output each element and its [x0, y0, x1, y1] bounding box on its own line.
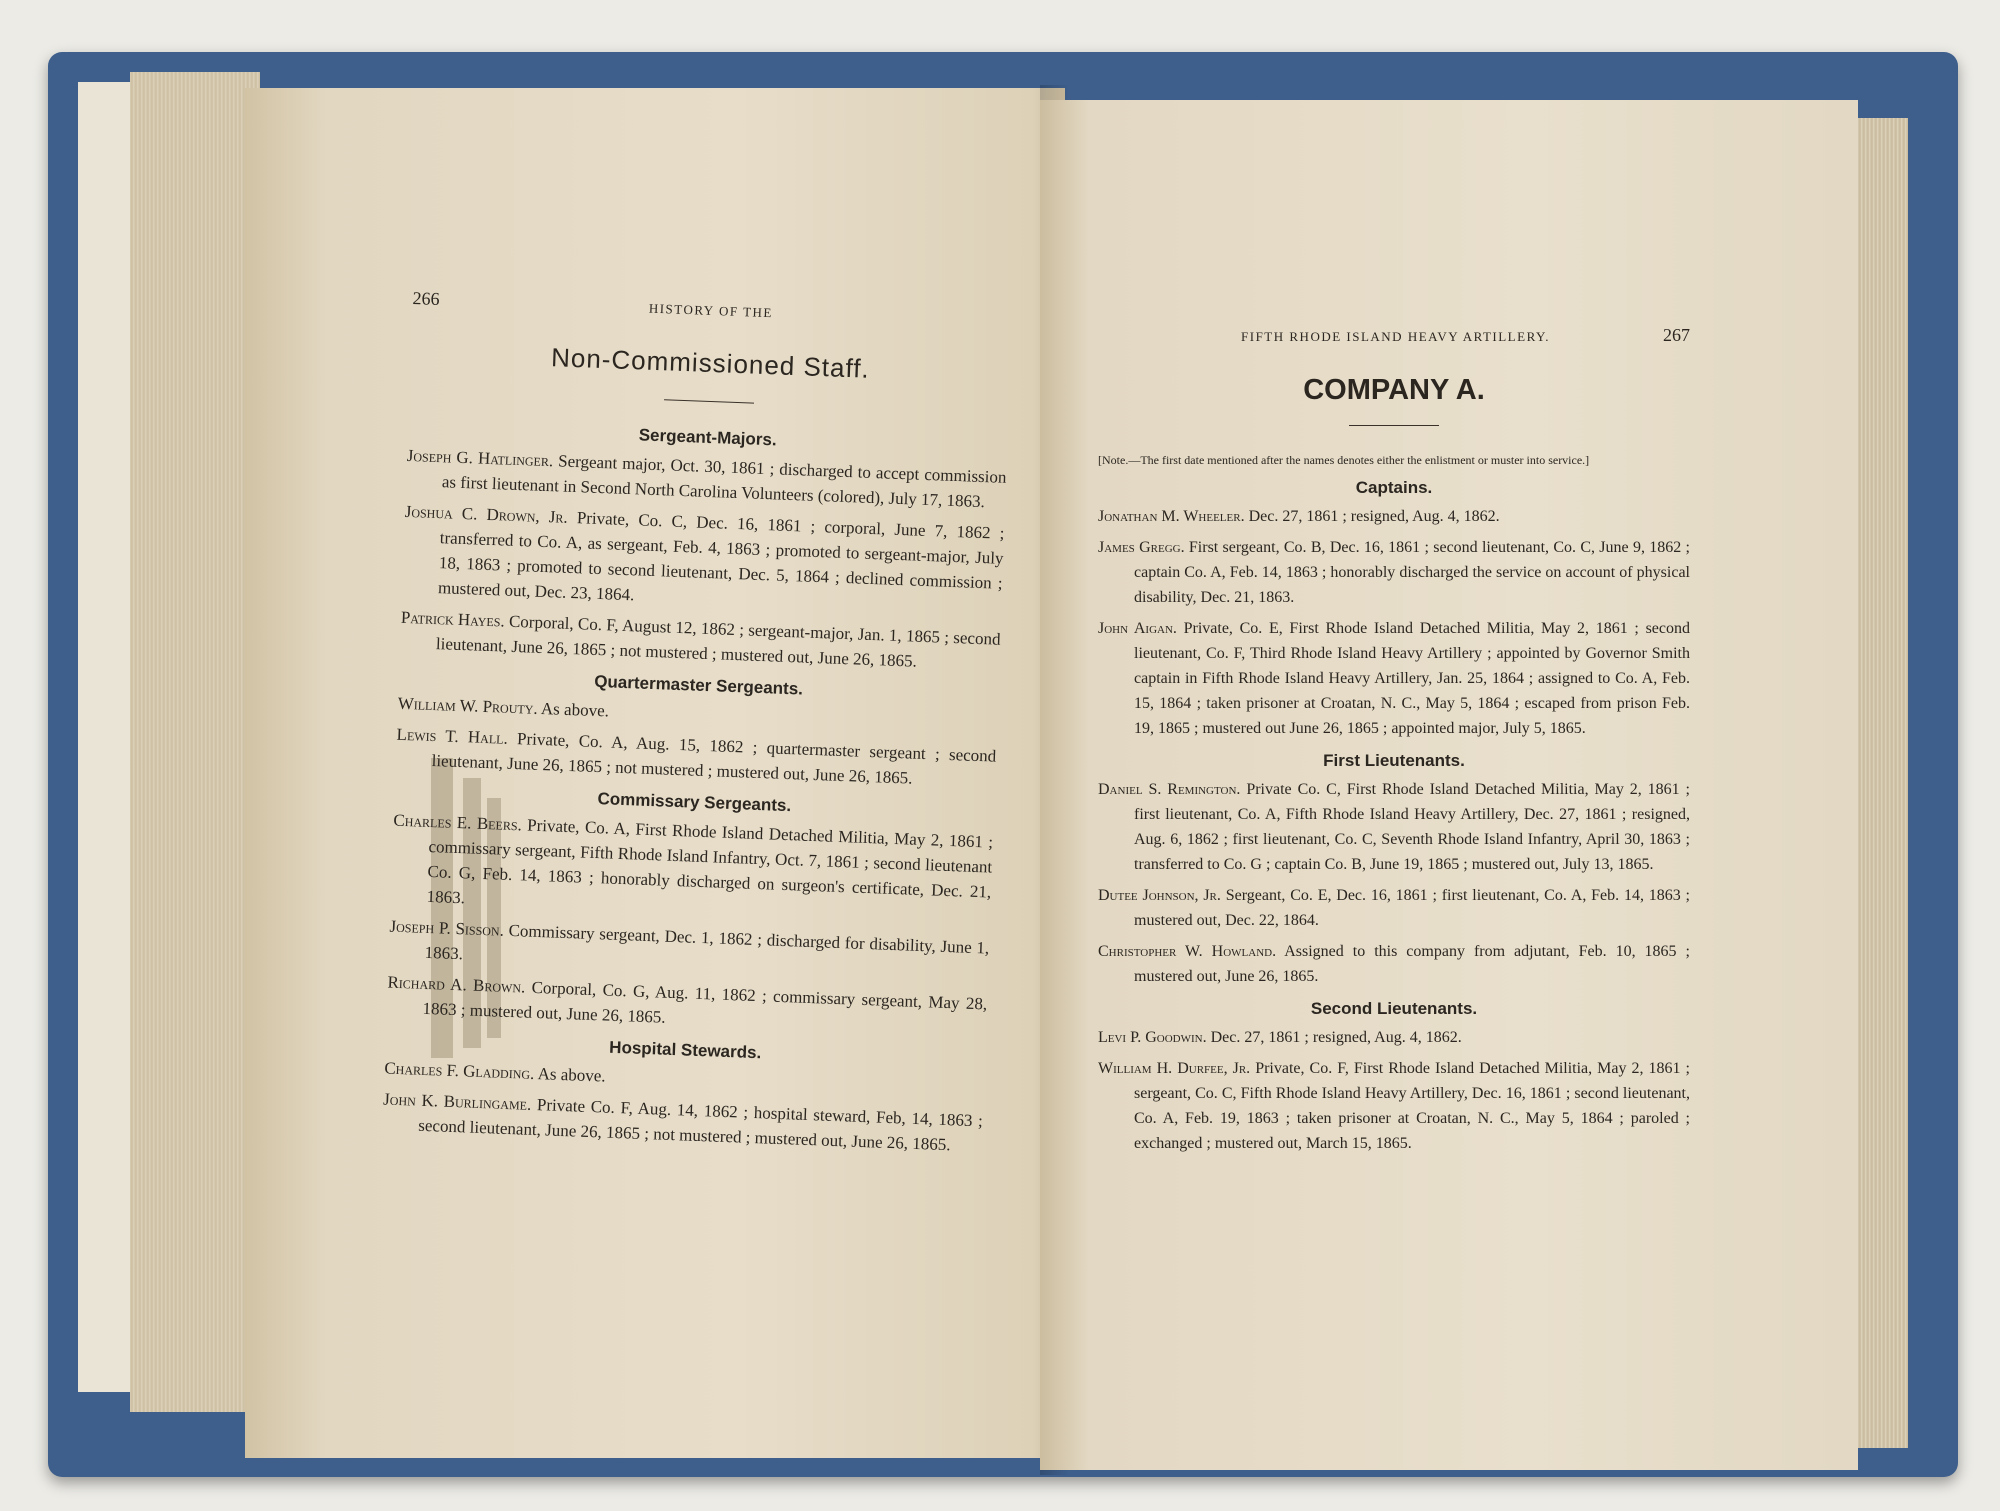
section-heading: Captains.: [1355, 478, 1433, 497]
roster-entry: [1098, 616, 1690, 741]
entry-text: Corporal, Co. F, August 12, 1862 ; sergeant-major, Jan. 1, 1865 ; second lieutenant, June 26, 1865 ; not mustered ; mustered out, June 26, 1865.: [435, 611, 1001, 671]
roster-entry: [390, 808, 993, 930]
entry-name: Daniel S. Remington.: [1098, 781, 1241, 798]
left-page: [245, 88, 1065, 1458]
running-head: [412, 288, 1012, 331]
roster-entry: [1098, 883, 1690, 933]
roster-entry: [1098, 1056, 1690, 1156]
entry-name: William H. Durfee, Jr.: [1098, 1060, 1251, 1077]
roster-entry: [1098, 535, 1690, 610]
right-page: [1040, 100, 1858, 1470]
entry-text: Assigned to this company from adjutant, Feb. 10, 1865 ; mustered out, June 26, 1865.: [1134, 943, 1690, 985]
entry-text: Private, Co. E, First Rhode Island Detached Militia, May 2, 1861 ; second lieutenant, Co. F, Third Rhode Island Heavy Artillery ; appointed by Governor Smith captain in Fifth Rhode Island Heavy Artillery, Jan. 25, 1864 ; assigned to Co. A, Feb. 15, 1864 ; taken prisoner at Croatan, N. C., May 5, 1864 ; escaped from prison Feb. 19, 1865 ; mustered out June 26, 1865 ; appointed major, July 5, 1865.: [1134, 620, 1690, 737]
section-heading: Sergeant-Majors.: [638, 425, 777, 450]
entry-text: Private, Co. C, Dec. 16, 1861 ; corporal, June 7, 1862 ; transferred to Co. A, as sergeant, Feb. 4, 1863 ; promoted to sergeant-major, July 18, 1863 ; promoted to second lieutenant, Dec. 5, 1864 ; declined commission ; mustered out, Dec. 23, 1864.: [437, 508, 1005, 605]
section-heading: Second Lieutenants.: [1310, 999, 1478, 1018]
page-title: COMPANY A.: [1303, 374, 1485, 406]
title-rule: [1349, 425, 1439, 426]
entry-name: John K. Burlingame.: [382, 1089, 532, 1114]
entry-name: Lewis T. Hall.: [396, 724, 509, 748]
running-head-text: HISTORY OF THE: [648, 300, 774, 321]
entry-text: Sergeant major, Oct. 30, 1861 ; discharged to accept commission as first lieutenant in Second North Carolina Volunteers (colored), July 17, 1863.: [441, 451, 1007, 512]
entry-name: Joseph P. Sisson.: [389, 916, 505, 940]
entry-name: Joshua C. Drown, Jr.: [404, 501, 569, 527]
section-heading: Hospital Stewards.: [608, 1037, 762, 1063]
section-heading: Quartermaster Sergeants.: [593, 671, 804, 699]
roster-entry: [1098, 504, 1690, 529]
roster-entry: [1098, 1025, 1690, 1050]
cover-endpaper: [78, 82, 138, 1392]
entry-name: John Aigan.: [1098, 620, 1177, 637]
page-edges-right: [1850, 118, 1908, 1448]
editorial-note: [Note.—The first date mentioned after the names denotes either the enlistment or muster into service.]: [1098, 453, 1590, 467]
entry-name: William W. Prouty.: [397, 693, 539, 718]
title-rule: [664, 399, 754, 403]
left-sections: [382, 417, 1008, 1159]
entry-text: Private Co. C, First Rhode Island Detached Militia, May 2, 1861 ; first lieutenant, Co. A, Fifth Rhode Island Heavy Artillery, Dec. 27, 1861 ; resigned, Aug. 6, 1862 ; first lieutenant, Co. C, Seventh Rhode Island Infantry, April 30, 1863 ; transferred to Co. G ; captain Co. B, June 19, 1865 ; mustered out, July 13, 1865.: [1134, 781, 1690, 873]
entry-text: Dec. 27, 1861 ; resigned, Aug. 4, 1862.: [1248, 508, 1500, 525]
entry-text: Private, Co. A, First Rhode Island Detached Militia, May 2, 1861 ; commissary sergeant, Fifth Rhode Island Infantry, Oct. 7, 1861 ; second lieutenant Co. G, Feb. 14, 1863 ; honorably discharged on surgeon's certificate, Dec. 21, 1863.: [426, 815, 994, 908]
entry-name: Dutee Johnson, Jr.: [1098, 887, 1221, 904]
roster-entry: [1098, 777, 1690, 877]
entry-text: Private Co. F, Aug. 14, 1862 ; hospital steward, Feb, 14, 1863 ; second lieutenant, June 26, 1865 ; not mustered ; mustered out, June 26, 1865.: [417, 1095, 984, 1155]
entry-name: Patrick Hayes.: [400, 607, 506, 631]
entry-name: Jonathan M. Wheeler.: [1098, 508, 1245, 525]
entry-name: Richard A. Brown.: [387, 972, 526, 997]
entry-text: First sergeant, Co. B, Dec. 16, 1861 ; second lieutenant, Co. C, June 9, 1862 ; captain Co. A, Feb. 14, 1863 ; honorably discharged the service on account of physical disability, Dec. 21, 1863.: [1134, 539, 1690, 606]
page-edges-left: [130, 72, 260, 1412]
page-title: Non-Commissioned Staff.: [550, 342, 871, 384]
right-sections: [1098, 478, 1690, 1156]
page-number: 266: [412, 288, 440, 309]
entry-name: Charles F. Gladding.: [384, 1058, 535, 1083]
entry-text: As above.: [537, 1064, 606, 1086]
entry-text: Private, Co. F, First Rhode Island Detached Militia, May 2, 1861 ; sergeant, Co. C, Fifth Rhode Island Heavy Artillery, Dec. 16, 1861 ; second lieutenant, Co. A, Feb. 19, 1863 ; taken prisoner at Croatan, N. C., May 5, 1864 ; paroled ; exchanged ; mustered out, March 15, 1865.: [1134, 1060, 1691, 1152]
entry-name: Christopher W. Howland.: [1098, 943, 1277, 960]
roster-entry: [1098, 939, 1690, 989]
left-page-content: [382, 288, 1013, 1164]
roster-entry: [402, 499, 1005, 621]
entry-text: Sergeant, Co. E, Dec. 16, 1861 ; first lieutenant, Co. A, Feb. 14, 1863 ; mustered out, Dec. 22, 1864.: [1134, 887, 1691, 929]
section-heading: Commissary Sergeants.: [597, 789, 792, 816]
entry-name: Joseph G. Hatlinger.: [406, 445, 554, 471]
section-heading: First Lieutenants.: [1323, 751, 1465, 770]
entry-text: Commissary sergeant, Dec. 1, 1862 ; discharged for disability, June 1, 1863.: [424, 920, 990, 964]
page-number: 267: [1663, 325, 1690, 345]
running-head: [1098, 325, 1690, 346]
entry-name: Charles E. Beers.: [393, 810, 523, 835]
entry-text: As above.: [540, 698, 610, 721]
right-page-content: [1098, 325, 1690, 1162]
entry-name: James Gregg.: [1098, 539, 1185, 556]
entry-text: Private, Co. A, Aug. 15, 1862 ; quartermaster sergeant ; second lieutenant, June 26, 1865 ; not mustered ; mustered out, June 26, 1865.: [431, 729, 997, 788]
running-head-text: FIFTH RHODE ISLAND HEAVY ARTILLERY.: [1241, 329, 1550, 344]
entry-name: Levi P. Goodwin.: [1098, 1029, 1207, 1046]
entry-text: Corporal, Co. G, Aug. 11, 1862 ; commissary sergeant, May 28, 1863 ; mustered out, June 26, 1865.: [422, 977, 988, 1027]
entry-text: Dec. 27, 1861 ; resigned, Aug. 4, 1862.: [1210, 1029, 1462, 1046]
